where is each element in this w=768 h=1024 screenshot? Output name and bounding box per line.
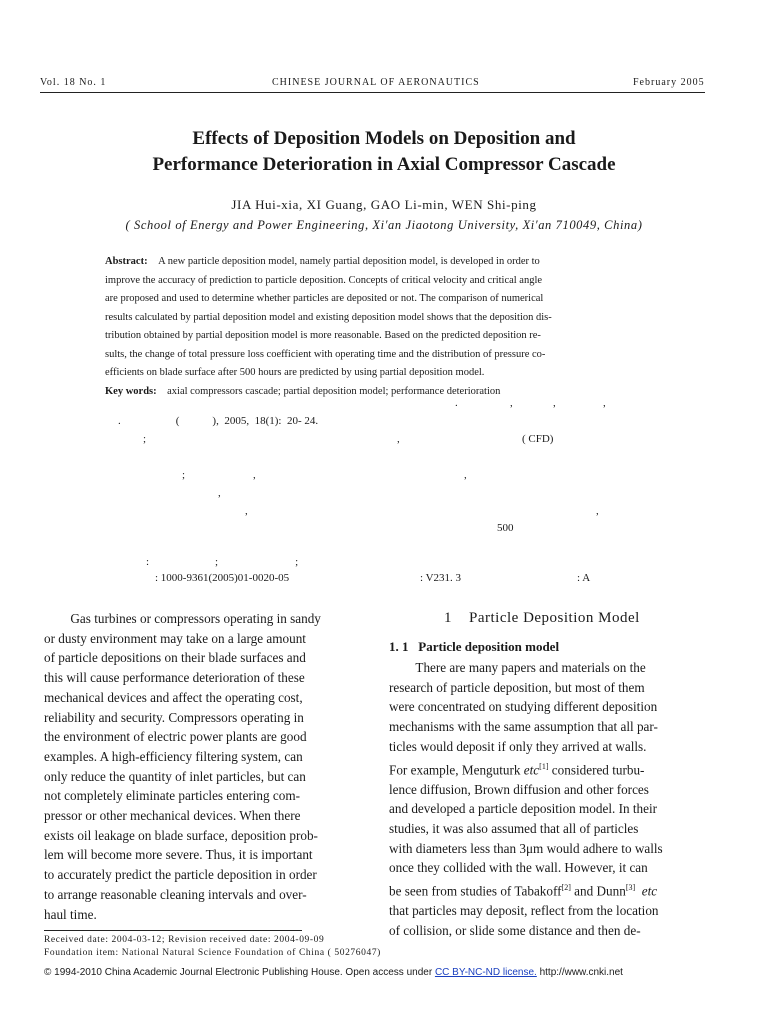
paper-title-line2: Performance Deterioration in Axial Compressor Cascade — [152, 154, 616, 175]
volume-number: Vol. 18 No. 1 — [40, 77, 107, 88]
cn-number: 500 — [497, 522, 514, 534]
cn-punct: ; — [143, 433, 147, 445]
text-line: mechanical devices and affect the operating cost, — [44, 689, 303, 705]
text-line: Gas turbines or compressors operating in sandy — [70, 611, 321, 626]
text-line: studies, it was also assumed that all of particles — [389, 821, 639, 837]
text-line: mechanisms with the same assumption that all par- — [389, 719, 658, 735]
cn-punct: , — [596, 505, 599, 517]
issue-date: February 2005 — [633, 77, 705, 88]
abstract-line: results calculated by partial deposition model and existing deposition model shows that the deposition dis- — [105, 311, 552, 323]
section-heading: 1 Particle Deposition Model — [444, 610, 640, 626]
abstract-line: sults, the change of total pressure loss coefficient with operating time and the distribution of pressure co- — [105, 348, 546, 360]
text-line: lence diffusion, Brown diffusion and other forces — [389, 781, 649, 797]
text-line: haul time. — [44, 906, 97, 922]
text-line: were concentrated on studying different deposition — [389, 699, 658, 715]
text-line: with diameters less than 3μm would adhere to walls — [389, 840, 663, 856]
text-line: to arrange reasonable cleaning intervals and over- — [44, 886, 307, 902]
received-date: Received date: 2004-03-12; Revision received date: 2004-09-09 — [44, 935, 325, 945]
foundation-item: Foundation item: National Natural Science Foundation of China ( 50276047) — [44, 948, 381, 958]
subsection-title: Particle deposition model — [418, 639, 560, 654]
affiliation: ( School of Energy and Power Engineering, Xi′an Jiaotong University, Xi′an 710049, China) — [125, 218, 643, 232]
text-line: and developed a particle deposition model. In their — [389, 801, 658, 817]
license-link[interactable]: CC BY-NC-ND license. — [434, 967, 537, 978]
text-line: only reduce the quantity of inlet particles, but can — [44, 768, 306, 784]
abstract-line: efficients on blade surface after 500 hours are predicted by using partial deposition model. — [105, 367, 485, 378]
abstract-line: improve the accuracy of prediction to particle deposition. Concepts of critical velocity and critical angle — [105, 274, 543, 286]
abstract-line: are proposed and used to determine whether particles are deposited or not. The comparison of numerical — [105, 293, 544, 304]
text-line: reliability and security. Compressors operating in — [44, 709, 304, 725]
citation-ref: [3] — [625, 883, 636, 893]
copyright-text: © 1994-2010 China Academic Journal Electronic Publishing House. Open access under — [44, 967, 433, 978]
subsection-number: 1. 1 — [389, 639, 409, 654]
abstract-label: Abstract: — [105, 256, 148, 267]
citation-ref: [2] — [561, 883, 571, 893]
copyright-line — [44, 967, 623, 978]
abstract-line: tribution obtained by partial deposition model is more reasonable. Based on the predicted deposition re- — [105, 330, 541, 341]
text-line: For example, Menguturk etc[1] considered turbu- — [389, 761, 645, 777]
abstract — [105, 253, 645, 401]
cn-article-id: : A — [577, 572, 591, 584]
journal-name: CHINESE JOURNAL OF AERONAUTICS — [272, 77, 480, 88]
cn-punct: , — [253, 469, 256, 481]
text-line: this will cause performance deterioration of these — [44, 670, 305, 686]
text-line: to accurately predict the particle deposition in order — [44, 867, 317, 883]
text-line: exists oil leakage on blade surface, deposition prob- — [44, 827, 318, 843]
cn-punct: , — [218, 487, 221, 499]
cn-punct: , — [245, 505, 248, 517]
cn-keywords: : ; ; — [146, 556, 299, 568]
text-line: of collision, or slide some distance and then de- — [389, 922, 641, 938]
subsection-heading — [389, 639, 559, 655]
cn-punct: ; — [182, 469, 186, 481]
intro-paragraph — [44, 609, 358, 924]
abstract-line: Abstract: A new particle deposition model, namely partial deposition model, is developed in order to — [105, 256, 540, 267]
keywords-label: Key words: — [105, 385, 157, 397]
text-line: of particle depositions on their blade surfaces and — [44, 650, 306, 666]
cn-punct: , — [397, 433, 400, 445]
text-line: not completely eliminate particles entering com- — [44, 788, 300, 804]
cn-punct: , — [464, 469, 467, 481]
text-line: lem will become more severe. Thus, it is important — [44, 847, 313, 863]
footnote-rule — [44, 930, 302, 931]
text-line: examples. A high-efficiency filtering system, can — [44, 748, 303, 764]
citation-ref: [1] — [539, 761, 549, 771]
cn-punct: . — [455, 397, 458, 409]
text-line: research of particle deposition, but most of them — [389, 679, 645, 695]
header-rule — [40, 92, 705, 93]
text-line: There are many papers and materials on the — [415, 660, 646, 675]
keywords: axial compressors cascade; partial deposition model; performance deterioration — [167, 385, 501, 397]
text-line: be seen from studies of Tabakoff[2] and Dunn[3] etc — [389, 883, 658, 899]
cn-cfd: ( CFD) — [522, 433, 554, 445]
paper-title-line1: Effects of Deposition Models on Deposition and — [192, 128, 576, 149]
cn-punct: , — [510, 397, 513, 409]
cn-punct: , — [553, 397, 556, 409]
text-line: or dusty environment may take on a large amount — [44, 630, 306, 646]
cn-punct: , — [603, 397, 606, 409]
cn-document-code: : 1000-9361(2005)01-0020-05 — [155, 572, 290, 584]
text-line: ticles would deposit if only they arrived at walls. — [389, 738, 647, 754]
text-line: once they collided with the wall. However, it can — [389, 860, 648, 876]
cn-classification: : V231. 3 — [420, 572, 462, 584]
text-line: the environment of electric power plants are good — [44, 729, 307, 745]
text-line: pressor or other mechanical devices. When there — [44, 808, 301, 824]
cnki-url: http://www.cnki.net — [539, 967, 623, 978]
author-list: JIA Hui-xia, XI Guang, GAO Li-min, WEN Shi-ping — [231, 197, 537, 212]
keywords-line — [105, 383, 645, 402]
cn-citation: . ( ), 2005, 18(1): 20- 24. — [118, 415, 319, 427]
text-line: that particles may deposit, reflect from the location — [389, 903, 659, 919]
deposition-paragraph — [389, 658, 729, 941]
